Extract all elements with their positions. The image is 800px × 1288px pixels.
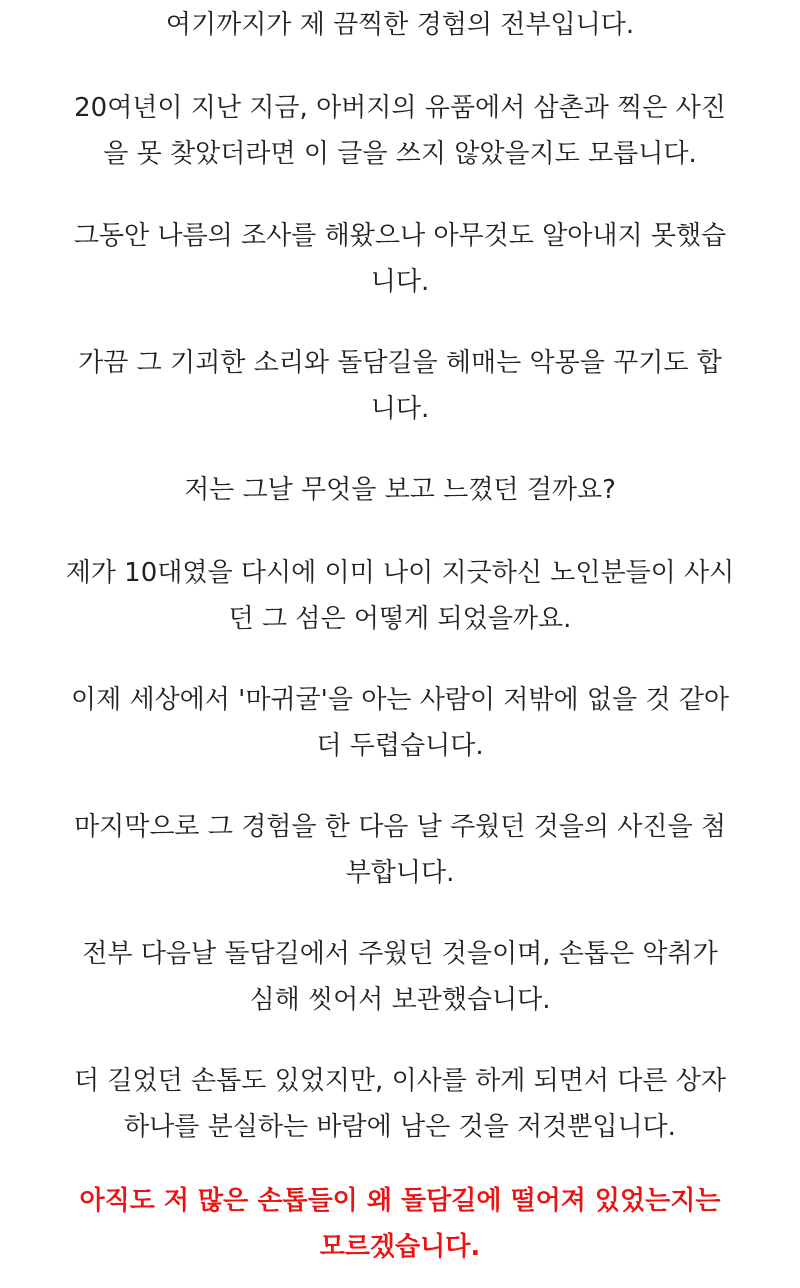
text-line: 니다. [370,394,430,424]
paragraph [20,931,780,1023]
text-line: 그동안 나름의 조사를 해왔으나 아무것도 알아내지 못했습 [73,221,727,251]
text-line: 부합니다. [345,858,455,888]
paragraph [20,550,780,642]
text-line: 여기까지가 제 끔찍한 경험의 전부입니다. [165,10,635,40]
text-line: 더 길었던 손톱도 있었지만, 이사를 하게 되면서 다른 상자 [73,1066,727,1096]
paragraph [20,467,780,513]
highlighted-paragraph [20,1178,780,1270]
text-line: 제가 10대였을 다시에 이미 나이 지긋하신 노인분들이 사시 [65,558,735,588]
text-line: 을 못 찾았더라면 이 글을 쓰지 않았을지도 모릅니다. [103,139,697,169]
text-line: 하나를 분실하는 바람에 남은 것을 저것뿐입니다. [124,1112,676,1142]
paragraph [20,677,780,769]
text-line: 전부 다음날 돌담길에서 주웠던 것을이며, 손톱은 악취가 [82,939,718,969]
paragraph [20,1058,780,1150]
paragraph [20,804,780,896]
text-line: 마지막으로 그 경험을 한 다음 날 주웠던 것을의 사진을 첨 [73,812,727,842]
text-line: 저는 그날 무엇을 보고 느꼈던 걸까요? [184,475,616,505]
paragraph [20,213,780,305]
text-line: 던 그 섬은 어떻게 되었을까요. [228,604,572,634]
text-line: 니다. [370,267,430,297]
text-line: 모르겠습니다. [319,1232,481,1262]
text-line: 더 두렵습니다. [316,731,484,761]
text-line: 20여년이 지난 지금, 아버지의 유품에서 삼촌과 찍은 사진 [74,93,726,123]
paragraph [20,340,780,432]
paragraph [20,2,780,48]
text-line: 심해 씻어서 보관했습니다. [249,985,551,1015]
paragraph [20,85,780,177]
text-line: 가끔 그 기괴한 소리와 돌담길을 헤매는 악몽을 꾸기도 합 [78,348,722,378]
text-line: 아직도 저 많은 손톱들이 왜 돌담길에 떨어져 있었는지는 [79,1186,721,1216]
text-line: 이제 세상에서 '마귀굴'을 아는 사람이 저밖에 없을 것 같아 [70,685,730,715]
